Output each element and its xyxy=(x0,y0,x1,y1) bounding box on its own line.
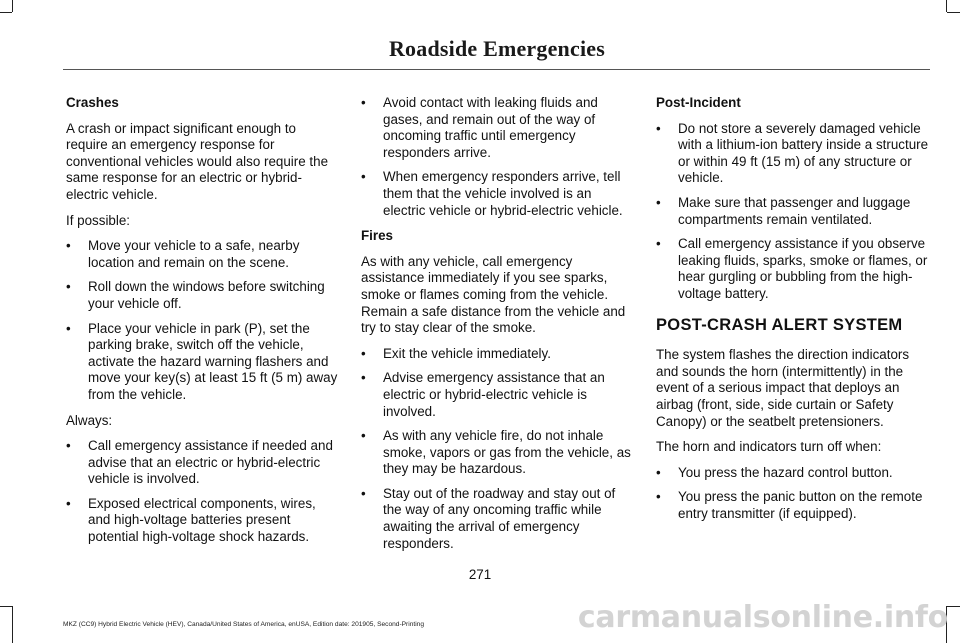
emergency-list xyxy=(361,95,633,219)
fires-paragraph: As with any vehicle, call emergency assistance immediately if you see sparks, smoke or flames coming from the vehicle. Remain a safe distance from the vehicle and try to stay clear of the smoke. xyxy=(361,253,626,336)
crop-mark-top-right-h xyxy=(947,12,960,13)
list-item-text: Call emergency assistance if you observe leaking fluids, sparks, smoke or flames, or hear gurgling or bubbling from the high-voltage battery. xyxy=(678,236,928,301)
list-item-text: Avoid contact with leaking fluids and gases, and remain out of the way of oncoming traffic until emergency responders arrive. xyxy=(383,95,598,160)
crop-mark-bottom-left-h xyxy=(0,606,12,607)
list-item xyxy=(66,238,338,271)
section-paragraph: The system flashes the direction indicators and sounds the horn (intermittently) in the event of a serious impact that deploys an airbag (front, side, side curtain or Safety Canopy) or the seatbelt pretensioners. xyxy=(656,347,910,429)
list-item xyxy=(361,370,633,420)
turn-off-label: The horn and indicators turn off when: xyxy=(656,439,882,455)
always-label: Always: xyxy=(66,412,113,428)
bullet-icon: • xyxy=(66,238,71,254)
bullet-icon: • xyxy=(361,485,366,501)
crop-mark-top-left xyxy=(12,0,13,12)
bullet-icon: • xyxy=(361,428,366,444)
crop-mark-bottom-left xyxy=(12,606,13,643)
list-item xyxy=(66,438,338,488)
bullet-icon: • xyxy=(656,489,661,505)
list-item-text: Advise emergency assistance that an electric or hybrid-electric vehicle is involved. xyxy=(383,370,605,419)
list-item xyxy=(361,346,633,363)
list-item xyxy=(66,279,338,312)
if-possible-list xyxy=(66,238,338,403)
list-item-text: Place your vehicle in park (P), set the parking brake, switch off the vehicle, activate the hazard warning flashers and move your key(s) at least 15 ft (5 m) away from the vehicle. xyxy=(88,320,338,402)
bullet-icon: • xyxy=(656,194,661,210)
turn-off-list xyxy=(656,465,930,523)
list-item-text: Stay out of the roadway and stay out of the way of any oncoming traffic while awaiting the arrival of emergency responders. xyxy=(383,485,616,551)
list-item xyxy=(656,121,930,187)
bullet-icon: • xyxy=(361,169,366,185)
bullet-icon: • xyxy=(656,120,661,136)
bullet-icon: • xyxy=(361,95,366,110)
list-item xyxy=(656,195,930,228)
post-incident-list xyxy=(656,121,930,303)
column-2 xyxy=(361,95,633,561)
crashes-paragraph: A crash or impact significant enough to require an emergency response for conventional vehicles would also require the same response for an electric or hybrid-electric vehicle. xyxy=(66,120,329,202)
list-item xyxy=(656,465,930,482)
list-item xyxy=(361,169,633,219)
always-list xyxy=(66,438,338,546)
list-item-text: As with any vehicle fire, do not inhale smoke, vapors or gas from the vehicle, as they may be hazardous. xyxy=(383,428,631,477)
list-item-text: Move your vehicle to a safe, nearby location and remain on the scene. xyxy=(88,238,300,270)
fires-heading: Fires xyxy=(361,228,394,244)
list-item-text: Call emergency assistance if needed and advise that an electric or hybrid-electric vehicle is involved. xyxy=(88,438,333,487)
list-item xyxy=(66,496,338,546)
footer-edition-info: MKZ (CC9) Hybrid Electric Vehicle (HEV), Canada/United States of America, enUSA, Edition date: 201905, Second-Printing xyxy=(63,621,424,628)
list-item xyxy=(656,489,930,522)
header-divider xyxy=(63,69,930,70)
bullet-icon: • xyxy=(656,464,661,480)
bullet-icon: • xyxy=(656,236,661,252)
list-item-text: You press the hazard control button. xyxy=(678,464,893,480)
bullet-icon: • xyxy=(361,370,366,386)
page-title: Roadside Emergencies xyxy=(388,36,605,61)
list-item xyxy=(361,95,633,161)
post-incident-heading: Post-Incident xyxy=(656,95,741,110)
list-item xyxy=(66,321,338,404)
bullet-icon: • xyxy=(66,279,71,295)
crop-mark-bottom-right-h xyxy=(947,606,960,607)
list-item xyxy=(361,486,633,552)
column-3 xyxy=(656,95,930,531)
bullet-icon: • xyxy=(361,345,366,361)
watermark: carmanualsonline.info xyxy=(577,600,948,635)
bullet-icon: • xyxy=(66,320,71,336)
crashes-heading: Crashes xyxy=(66,95,119,110)
column-1 xyxy=(66,95,338,555)
crop-mark-top-left-h xyxy=(0,12,12,13)
list-item-text: When emergency responders arrive, tell them that the vehicle involved is an electric vehicle or hybrid-electric vehicle. xyxy=(383,169,623,218)
list-item xyxy=(361,428,633,478)
list-item-text: You press the panic button on the remote entry transmitter (if equipped). xyxy=(678,489,923,521)
section-heading: POST-CRASH ALERT SYSTEM xyxy=(656,315,903,334)
list-item-text: Roll down the windows before switching your vehicle off. xyxy=(88,279,325,311)
bullet-icon: • xyxy=(66,438,71,454)
bullet-icon: • xyxy=(66,495,71,511)
fires-list xyxy=(361,346,633,553)
list-item-text: Make sure that passenger and luggage compartments remain ventilated. xyxy=(678,194,911,227)
list-item xyxy=(656,236,930,302)
if-possible-label: If possible: xyxy=(66,212,131,228)
list-item-text: Do not store a severely damaged vehicle with a lithium-ion battery inside a structure or within 49 ft (15 m) of any structure or vehicle. xyxy=(678,120,929,186)
page-number: 271 xyxy=(468,567,492,582)
list-item-text: Exposed electrical components, wires, and high-voltage batteries present potential high-voltage shock hazards. xyxy=(88,495,316,545)
crop-mark-top-right xyxy=(946,0,947,12)
list-item-text: Exit the vehicle immediately. xyxy=(383,345,551,361)
